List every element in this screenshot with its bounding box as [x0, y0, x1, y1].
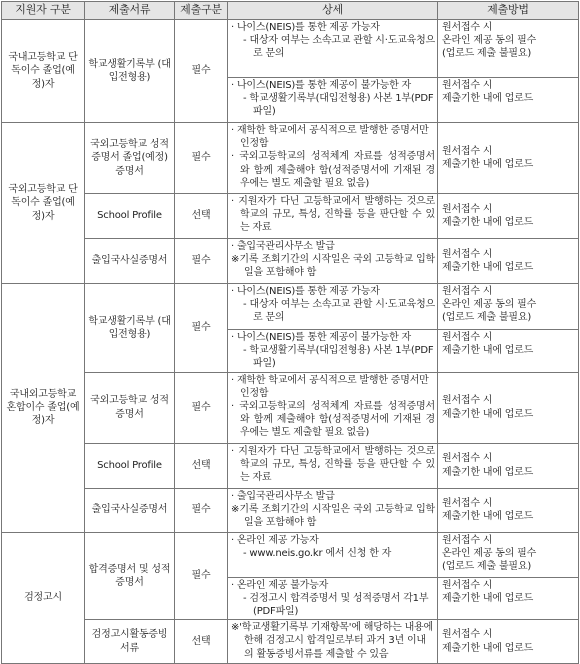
req-mandatory: 필수 [175, 488, 228, 532]
method-text: 제출기한 내에 업로드 [442, 511, 534, 523]
method-text: 원서접수 시 [442, 395, 493, 407]
req-mandatory: 필수 [175, 20, 228, 123]
list-item: - www.neis.go.kr 에서 신청 한 자 [243, 547, 392, 559]
method-upload [438, 372, 579, 443]
method-text: 원서접수 시 [442, 579, 493, 591]
table-row [2, 443, 579, 488]
detail-foreign-certificate [228, 123, 438, 194]
header-applicant-type: 지원자 구분 [2, 2, 85, 20]
detail-neis-possible [228, 284, 438, 330]
header-documents: 제출서류 [85, 2, 175, 20]
group-domestic: 국내고등학교 단독이수 졸업(예정)자 [2, 20, 85, 123]
method-text: 원서접수 시 [442, 629, 493, 641]
method-text: 원서접수 시 [442, 453, 493, 465]
method-text: 제출기한 내에 업로드 [442, 217, 534, 228]
method-upload [438, 78, 579, 123]
table-row [2, 532, 579, 577]
method-text: 원서접수 시 [442, 497, 493, 509]
method-text: 제출기한 내에 업로드 [442, 466, 534, 478]
doc-foreign-certificate: 국외고등학교 성적증명서 [85, 372, 175, 443]
list-item: - 대상자 여부는 소속고교 관할 시·도교육청으로 문의 [243, 299, 435, 324]
method-text: 원서접수 시 [442, 332, 493, 343]
method-text: 제출기한 내에 업로드 [442, 642, 534, 654]
method-text: 제출기한 내에 업로드 [442, 93, 534, 105]
list-item: - 학교생활기록부(대입전형용) 사본 1부(PDF파일) [243, 93, 434, 118]
req-optional: 선택 [175, 620, 228, 664]
method-online [438, 532, 579, 577]
method-text: 제출기한 내에 업로드 [442, 592, 534, 604]
doc-school-record: 학교생활기록부 (대입전형용) [85, 284, 175, 373]
header-row [2, 2, 579, 20]
req-optional: 선택 [175, 194, 228, 239]
req-mandatory: 필수 [175, 532, 228, 620]
method-text: 제출기한 내에 업로드 [442, 159, 534, 170]
method-text: 원서접수 시 [442, 22, 493, 33]
req-mandatory: 필수 [175, 284, 228, 373]
req-mandatory: 필수 [175, 239, 228, 284]
list-item: · 출입국관리사무소 발급 [231, 490, 335, 502]
list-item: ※'학교생활기록부 기재항목'에 해당하는 내용에 한해 검정고시 합격일로부터 과거 3년 이내의 활동증빙서류를 제출할 수 있음 [231, 622, 433, 660]
header-details: 상세 [228, 2, 438, 20]
method-text: (업로드 제출 불필요) [442, 48, 532, 60]
list-item: · 지원자가 다닌 고등학교에서 발행하는 것으로 학교의 규모, 특성, 진학률 등을 판단할 수 있는 자료 [231, 196, 435, 234]
table-row [2, 20, 579, 78]
method-text: 원서접수 시 [442, 80, 493, 91]
detail-neis-impossible [228, 78, 438, 123]
group-foreign: 국외고등학교 단독이수 졸업(예정)자 [2, 123, 85, 284]
method-online [438, 284, 579, 330]
detail-immigration [228, 239, 438, 284]
method-upload [438, 239, 579, 284]
list-item: · 재학한 학교에서 공식적으로 발행한 증명서만 인정함 [231, 374, 429, 399]
req-mandatory: 필수 [175, 123, 228, 194]
method-text: 원서접수 시 [442, 145, 493, 157]
detail-school-profile [228, 194, 438, 239]
doc-school-profile: School Profile [85, 194, 175, 239]
method-text: 원서접수 시 [442, 248, 493, 260]
table-row [2, 372, 579, 443]
list-item: ※기록 조회기간의 시작일은 국외 고등학교 입학일을 포함해야 함 [231, 503, 435, 528]
list-item: · 나이스(NEIS)를 통한 제공이 불가능한 자 [231, 332, 412, 343]
header-requirement: 제출구분 [175, 2, 228, 20]
method-upload [438, 443, 579, 488]
detail-neis-possible [228, 20, 438, 78]
header-method: 제출방법 [438, 2, 579, 20]
method-upload [438, 194, 579, 239]
list-item: · 국외고등학교의 성적체계 자료를 성적증명서와 함께 제출해야 함(성적증명서에 기재된 경우에는 별도 제출할 필요 없음) [231, 400, 435, 439]
group-mixed: 국내외고등학교 혼합이수 졸업(예정)자 [2, 284, 85, 533]
doc-ged-certificate: 합격증명서 및 성적증명서 [85, 532, 175, 620]
detail-ged-online [228, 532, 438, 577]
list-item: · 국외고등학교의 성적체계 자료를 성적증명서와 함께 제출해야 함(성적증명서에 기재된 경우에는 별도 제출할 필요 없음) [231, 151, 435, 189]
list-item: · 출입국관리사무소 발급 [231, 241, 335, 252]
submission-documents-table [1, 1, 579, 664]
group-ged: 검정고시 [2, 532, 85, 664]
method-upload [438, 488, 579, 532]
list-item: - 학교생활기록부(대입전형용) 사본 1부(PDF파일) [243, 345, 434, 370]
method-text: 제출기한 내에 업로드 [442, 262, 534, 273]
list-item: · 나이스(NEIS)를 통한 제공이 불가능한 자 [231, 80, 412, 91]
doc-immigration: 출입국사실증명서 [85, 239, 175, 284]
method-text: (업로드 제출 불필요) [442, 312, 532, 324]
list-item: · 온라인 제공 가능자 [231, 534, 319, 546]
detail-ged-activity [228, 620, 438, 664]
table-row [2, 123, 579, 194]
detail-ged-offline [228, 577, 438, 620]
doc-school-profile: School Profile [85, 443, 175, 488]
req-mandatory: 필수 [175, 372, 228, 443]
method-online [438, 20, 579, 78]
req-optional: 선택 [175, 443, 228, 488]
doc-school-record: 학교생활기록부 (대입전형용) [85, 20, 175, 123]
list-item: · 지원자가 다닌 고등학교에서 발행하는 것으로 학교의 규모, 특성, 진학률 등을 판단할 수 있는 자료 [231, 445, 435, 483]
list-item: - 대상자 여부는 소속고교 관할 시·도교육청으로 문의 [243, 35, 435, 60]
list-item: · 재학한 학교에서 공식적으로 발행한 증명서만 인정함 [231, 125, 429, 150]
doc-ged-activity: 검정고시활동증빙서류 [85, 620, 175, 664]
list-item: · 나이스(NEIS)를 통한 제공 가능자 [231, 22, 380, 33]
method-upload [438, 577, 579, 620]
method-text: 온라인 제공 동의 필수 [442, 547, 537, 559]
doc-immigration: 출입국사실증명서 [85, 488, 175, 532]
method-text: 원서접수 시 [442, 286, 493, 297]
method-upload [438, 330, 579, 373]
method-text: 원서접수 시 [442, 203, 493, 215]
table-row [2, 284, 579, 330]
method-text: 온라인 제공 동의 필수 [442, 35, 537, 47]
method-upload [438, 620, 579, 664]
method-text: 제출기한 내에 업로드 [442, 345, 534, 357]
doc-foreign-certificate: 국외고등학교 성적증명서 졸업(예정)증명서 [85, 123, 175, 194]
table-row [2, 620, 579, 664]
detail-foreign-certificate [228, 372, 438, 443]
list-item: - 검정고시 합격증명서 및 성적증명서 각1부(PDF파일) [243, 592, 429, 617]
detail-immigration [228, 488, 438, 532]
method-text: 온라인 제공 동의 필수 [442, 299, 537, 311]
list-item: ※기록 조회기간의 시작일은 국외 고등학교 입학일을 포함해야 함 [231, 254, 435, 279]
method-text: 제출기한 내에 업로드 [442, 408, 534, 420]
method-text: 원서접수 시 [442, 534, 493, 546]
detail-school-profile [228, 443, 438, 488]
table-row [2, 239, 579, 284]
method-upload [438, 123, 579, 194]
list-item: · 나이스(NEIS)를 통한 제공 가능자 [231, 286, 380, 297]
table-row [2, 194, 579, 239]
detail-neis-impossible [228, 330, 438, 373]
method-text: (업로드 제출 불필요) [442, 560, 532, 572]
list-item: · 온라인 제공 불가능자 [231, 579, 329, 591]
table-row [2, 488, 579, 532]
